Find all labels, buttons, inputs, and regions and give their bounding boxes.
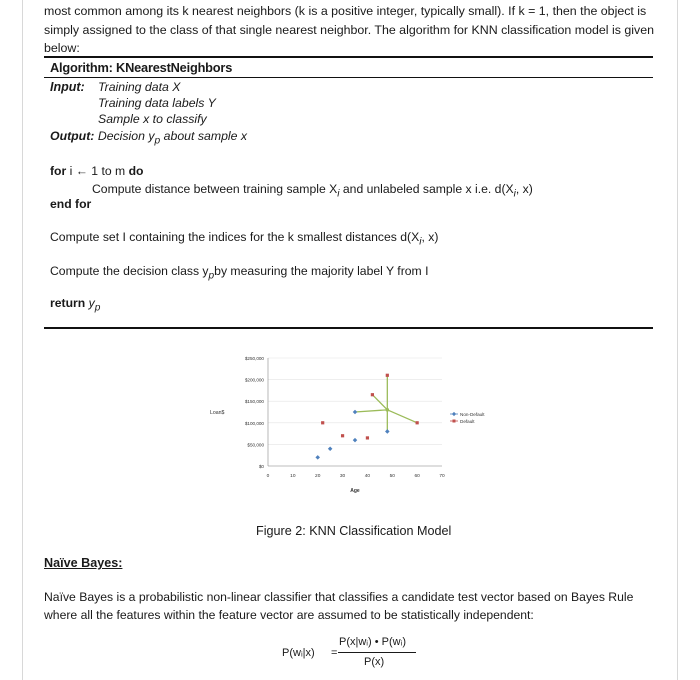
x-tick-label: 50 bbox=[389, 474, 395, 479]
x-axis-label: Age bbox=[350, 488, 360, 494]
y-tick-label: $50,000 bbox=[247, 442, 264, 448]
for-range: i ← 1 to m bbox=[66, 164, 129, 178]
legend-marker-non-default bbox=[452, 412, 456, 416]
legend-label: Non-Default bbox=[460, 411, 485, 417]
legend-label: Default bbox=[460, 418, 475, 424]
intro-paragraph: most common among its k nearest neighbors (k is a positive integer, typically small). If k = 1, then the object is simply assigned to the class of that single nearest neighbor. The algorithm for KNN classification model is given below: bbox=[44, 4, 654, 55]
formula-denominator: P(x) bbox=[364, 656, 385, 668]
data-point-default bbox=[341, 434, 344, 437]
x-tick-label: 0 bbox=[266, 474, 270, 479]
y-tick-label: $100,000 bbox=[244, 420, 264, 426]
formula-numerator: P(x|wᵢ) • P(wᵢ) bbox=[339, 636, 406, 648]
compute-set-line bbox=[50, 230, 438, 247]
compute-subscript-2: i bbox=[513, 188, 516, 200]
decision-subscript: p bbox=[208, 270, 215, 282]
compute-set-text: Compute set I containing the indices for the k smallest distances d(X bbox=[50, 230, 420, 244]
x-tick-label: 60 bbox=[414, 474, 420, 479]
neighbor-line bbox=[372, 395, 387, 410]
return-keyword: return bbox=[50, 296, 86, 310]
input-item-1: Training data X bbox=[98, 80, 181, 94]
data-point-default bbox=[416, 421, 419, 424]
compute-distance-end: , x) bbox=[515, 182, 533, 196]
compute-set-subscript: i bbox=[419, 236, 422, 248]
compute-distance-text: Compute distance between training sample X bbox=[92, 182, 338, 196]
naive-bayes-paragraph: Naïve Bayes is a probabilistic non-linear classifier that classifies a candidate test vector based on Bayes Rule where all the features within the feature vector are assumed to be statistically independent: bbox=[44, 590, 634, 622]
query-point bbox=[386, 408, 390, 412]
neighbor-line bbox=[355, 410, 387, 412]
for-keyword: for bbox=[50, 164, 67, 178]
data-point-default bbox=[386, 374, 389, 377]
y-axis-label: Loan$ bbox=[210, 410, 225, 417]
formula-equals: = bbox=[331, 647, 338, 659]
data-point-non-default bbox=[315, 455, 320, 460]
output-line bbox=[50, 129, 247, 146]
x-tick-label: 30 bbox=[339, 474, 346, 479]
naive-bayes-heading: Naïve Bayes: bbox=[44, 556, 123, 570]
decision-text: Compute the decision class y bbox=[50, 264, 209, 278]
data-point-default bbox=[371, 393, 374, 396]
data-point-non-default bbox=[353, 410, 358, 415]
return-subscript: p bbox=[94, 302, 101, 314]
x-tick-label: 70 bbox=[439, 474, 445, 479]
output-subscript: p bbox=[154, 135, 161, 147]
y-tick-label: $200,000 bbox=[244, 377, 264, 383]
do-keyword: do bbox=[128, 164, 144, 178]
algorithm-bottom-rule bbox=[44, 327, 653, 329]
legend-marker-default bbox=[453, 420, 456, 423]
figure-caption: Figure 2: KNN Classification Model bbox=[256, 524, 452, 538]
data-point-non-default bbox=[328, 446, 333, 451]
page-right-edge bbox=[677, 0, 678, 680]
data-point-non-default bbox=[385, 429, 390, 434]
x-tick-label: 20 bbox=[315, 474, 321, 479]
for-line bbox=[50, 164, 143, 178]
formula-fraction-bar bbox=[338, 652, 416, 653]
end-for-line: end for bbox=[50, 197, 92, 211]
x-tick-label: 10 bbox=[290, 474, 296, 479]
neighbor-line bbox=[387, 410, 417, 423]
algorithm-top-rule bbox=[44, 56, 653, 58]
page-left-edge bbox=[22, 0, 23, 680]
input-item-2: Training data labels Y bbox=[98, 96, 216, 110]
decision-end: by measuring the majority label Y from I bbox=[214, 264, 429, 278]
compute-set-end: , x) bbox=[421, 230, 439, 244]
y-tick-label: $250,000 bbox=[244, 356, 264, 361]
output-label: Output: bbox=[50, 129, 95, 143]
data-point-default bbox=[366, 436, 369, 439]
formula-lhs: P(wᵢ|x) bbox=[282, 647, 315, 659]
output-text: Decision y bbox=[97, 129, 155, 143]
data-point-default bbox=[321, 421, 324, 424]
return-variable: y bbox=[85, 296, 95, 310]
knn-scatter-plot bbox=[200, 348, 500, 506]
return-line bbox=[50, 296, 100, 313]
x-tick-label: 40 bbox=[364, 474, 371, 479]
y-tick-label: $0 bbox=[258, 464, 264, 469]
compute-distance-line bbox=[92, 182, 533, 199]
algorithm-title-rule bbox=[44, 77, 653, 78]
decision-line bbox=[50, 264, 428, 281]
knn-chart bbox=[200, 348, 500, 506]
compute-distance-mid: and unlabeled sample x i.e. d(X bbox=[339, 182, 514, 196]
compute-subscript: i bbox=[337, 188, 340, 200]
input-label: Input: bbox=[50, 80, 85, 94]
data-point-non-default bbox=[353, 438, 358, 443]
algorithm-title: Algorithm: KNearestNeighbors bbox=[50, 60, 233, 75]
output-rest: about sample x bbox=[160, 129, 248, 143]
input-item-3: Sample x to classify bbox=[98, 112, 207, 126]
bayes-formula bbox=[282, 636, 422, 676]
y-tick-label: $150,000 bbox=[244, 399, 264, 405]
